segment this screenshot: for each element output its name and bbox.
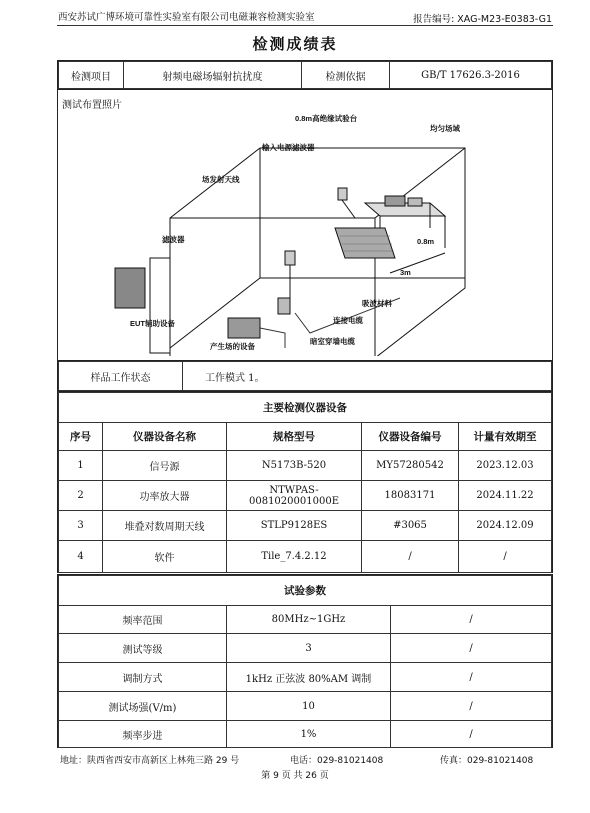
cell: 软件 — [103, 541, 227, 573]
cell: N5173B-520 — [227, 451, 362, 481]
cell: / — [362, 541, 459, 573]
cell: Tile_7.4.2.12 — [227, 541, 362, 573]
cell: 4 — [59, 541, 103, 573]
table-row — [59, 451, 552, 481]
cell: 1% — [227, 721, 391, 748]
label-distance: 3m — [400, 268, 411, 277]
col-header: 计量有效期至 — [459, 423, 552, 451]
label-uniform-field: 均匀场域 — [430, 124, 460, 133]
cell: 调制方式 — [59, 663, 227, 692]
cell: 功率放大器 — [103, 481, 227, 511]
header-divider — [57, 25, 553, 26]
sample-state-value: 工作模式 1。 — [183, 362, 552, 391]
table-row — [59, 541, 552, 573]
cell: / — [391, 606, 552, 634]
cell: 频率范围 — [59, 606, 227, 634]
params-table — [57, 574, 553, 748]
generator-box — [228, 318, 260, 338]
cell: 2023.12.03 — [459, 451, 552, 481]
label-antenna: 场发射天线 — [202, 175, 240, 184]
table-row — [59, 634, 552, 663]
col-header: 仪器设备名称 — [103, 423, 227, 451]
cell: #3065 — [362, 511, 459, 541]
cell: 10 — [227, 692, 391, 721]
params-section-title: 试验参数 — [59, 576, 552, 606]
table-row — [59, 606, 552, 634]
cell: / — [459, 541, 552, 573]
cell: / — [391, 663, 552, 692]
page-number: 第 9 页 共 26 页 — [261, 771, 329, 781]
report-number: 报告编号: XAG-M23-E0383-G1 — [413, 14, 552, 25]
instrument-section-title: 主要检测仪器设备 — [59, 393, 552, 423]
col-header: 仪器设备编号 — [362, 423, 459, 451]
test-item-value: 射频电磁场辐射抗扰度 — [124, 62, 302, 89]
test-basis-label: 检测依据 — [302, 62, 390, 89]
cell: 测试等级 — [59, 634, 227, 663]
lab-name: 西安苏试广博环境可靠性实验室有限公司电磁兼容检测实验室 — [58, 12, 315, 23]
label-filter: 滤波器 — [162, 235, 185, 244]
eut-aux-box — [115, 268, 145, 308]
cell: 测试场强(V/m) — [59, 692, 227, 721]
col-header: 规格型号 — [227, 423, 362, 451]
label-generator: 产生场的设备 — [210, 342, 255, 351]
label-cable: 连接电缆 — [333, 316, 363, 325]
cell: 18083171 — [362, 481, 459, 511]
label-eut-aux: EUT辅助设备 — [130, 319, 175, 328]
test-basis-value: GB/T 17626.3-2016 — [390, 62, 552, 89]
footer-phone: 电话：029-81021408 — [290, 756, 384, 766]
cell: 信号源 — [103, 451, 227, 481]
cell: 2 — [59, 481, 103, 511]
table-row — [59, 721, 552, 748]
page-title: 检测成绩表 — [252, 35, 338, 53]
cell: 3 — [227, 634, 391, 663]
cell: 2024.12.09 — [459, 511, 552, 541]
label-absorber: 吸波材料 — [362, 299, 392, 308]
footer-fax: 传真：029-81021408 — [440, 756, 534, 766]
cell: STLP9128ES — [227, 511, 362, 541]
cell: 3 — [59, 511, 103, 541]
label-wall-cable: 暗室穿墙电缆 — [310, 337, 355, 346]
absorber-block — [335, 228, 395, 258]
label-platform: 0.8m高绝缘试验台 — [295, 114, 358, 123]
test-info-table — [57, 60, 553, 90]
cell: 堆叠对数周期天线 — [103, 511, 227, 541]
test-item-label: 检测项目 — [59, 62, 124, 89]
cell: / — [391, 721, 552, 748]
cell: MY57280542 — [362, 451, 459, 481]
table-row — [59, 511, 552, 541]
col-header: 序号 — [59, 423, 103, 451]
label-power-filter: 输入电源滤波器 — [262, 143, 315, 152]
sample-state-label: 样品工作状态 — [59, 362, 183, 391]
cell: / — [391, 692, 552, 721]
cell: 1 — [59, 451, 103, 481]
table-row — [59, 663, 552, 692]
cell: 2024.11.22 — [459, 481, 552, 511]
cell: 80MHz~1GHz — [227, 606, 391, 634]
photo-label: 测试布置照片 — [62, 100, 122, 111]
cell: NTWPAS-0081020001000E — [227, 481, 362, 511]
table-row — [59, 481, 552, 511]
label-height: 0.8m — [417, 237, 435, 246]
cell: 1kHz 正弦波 80%AM 调制 — [227, 663, 391, 692]
antenna — [285, 251, 295, 265]
sample-state-table — [57, 360, 553, 392]
instrument-table — [57, 391, 553, 573]
table-row — [59, 692, 552, 721]
cell: 频率步进 — [59, 721, 227, 748]
test-setup-diagram — [110, 108, 490, 356]
cell: / — [391, 634, 552, 663]
footer-address: 地址：陕西省西安市高新区上林苑三路 29 号 — [60, 756, 240, 766]
